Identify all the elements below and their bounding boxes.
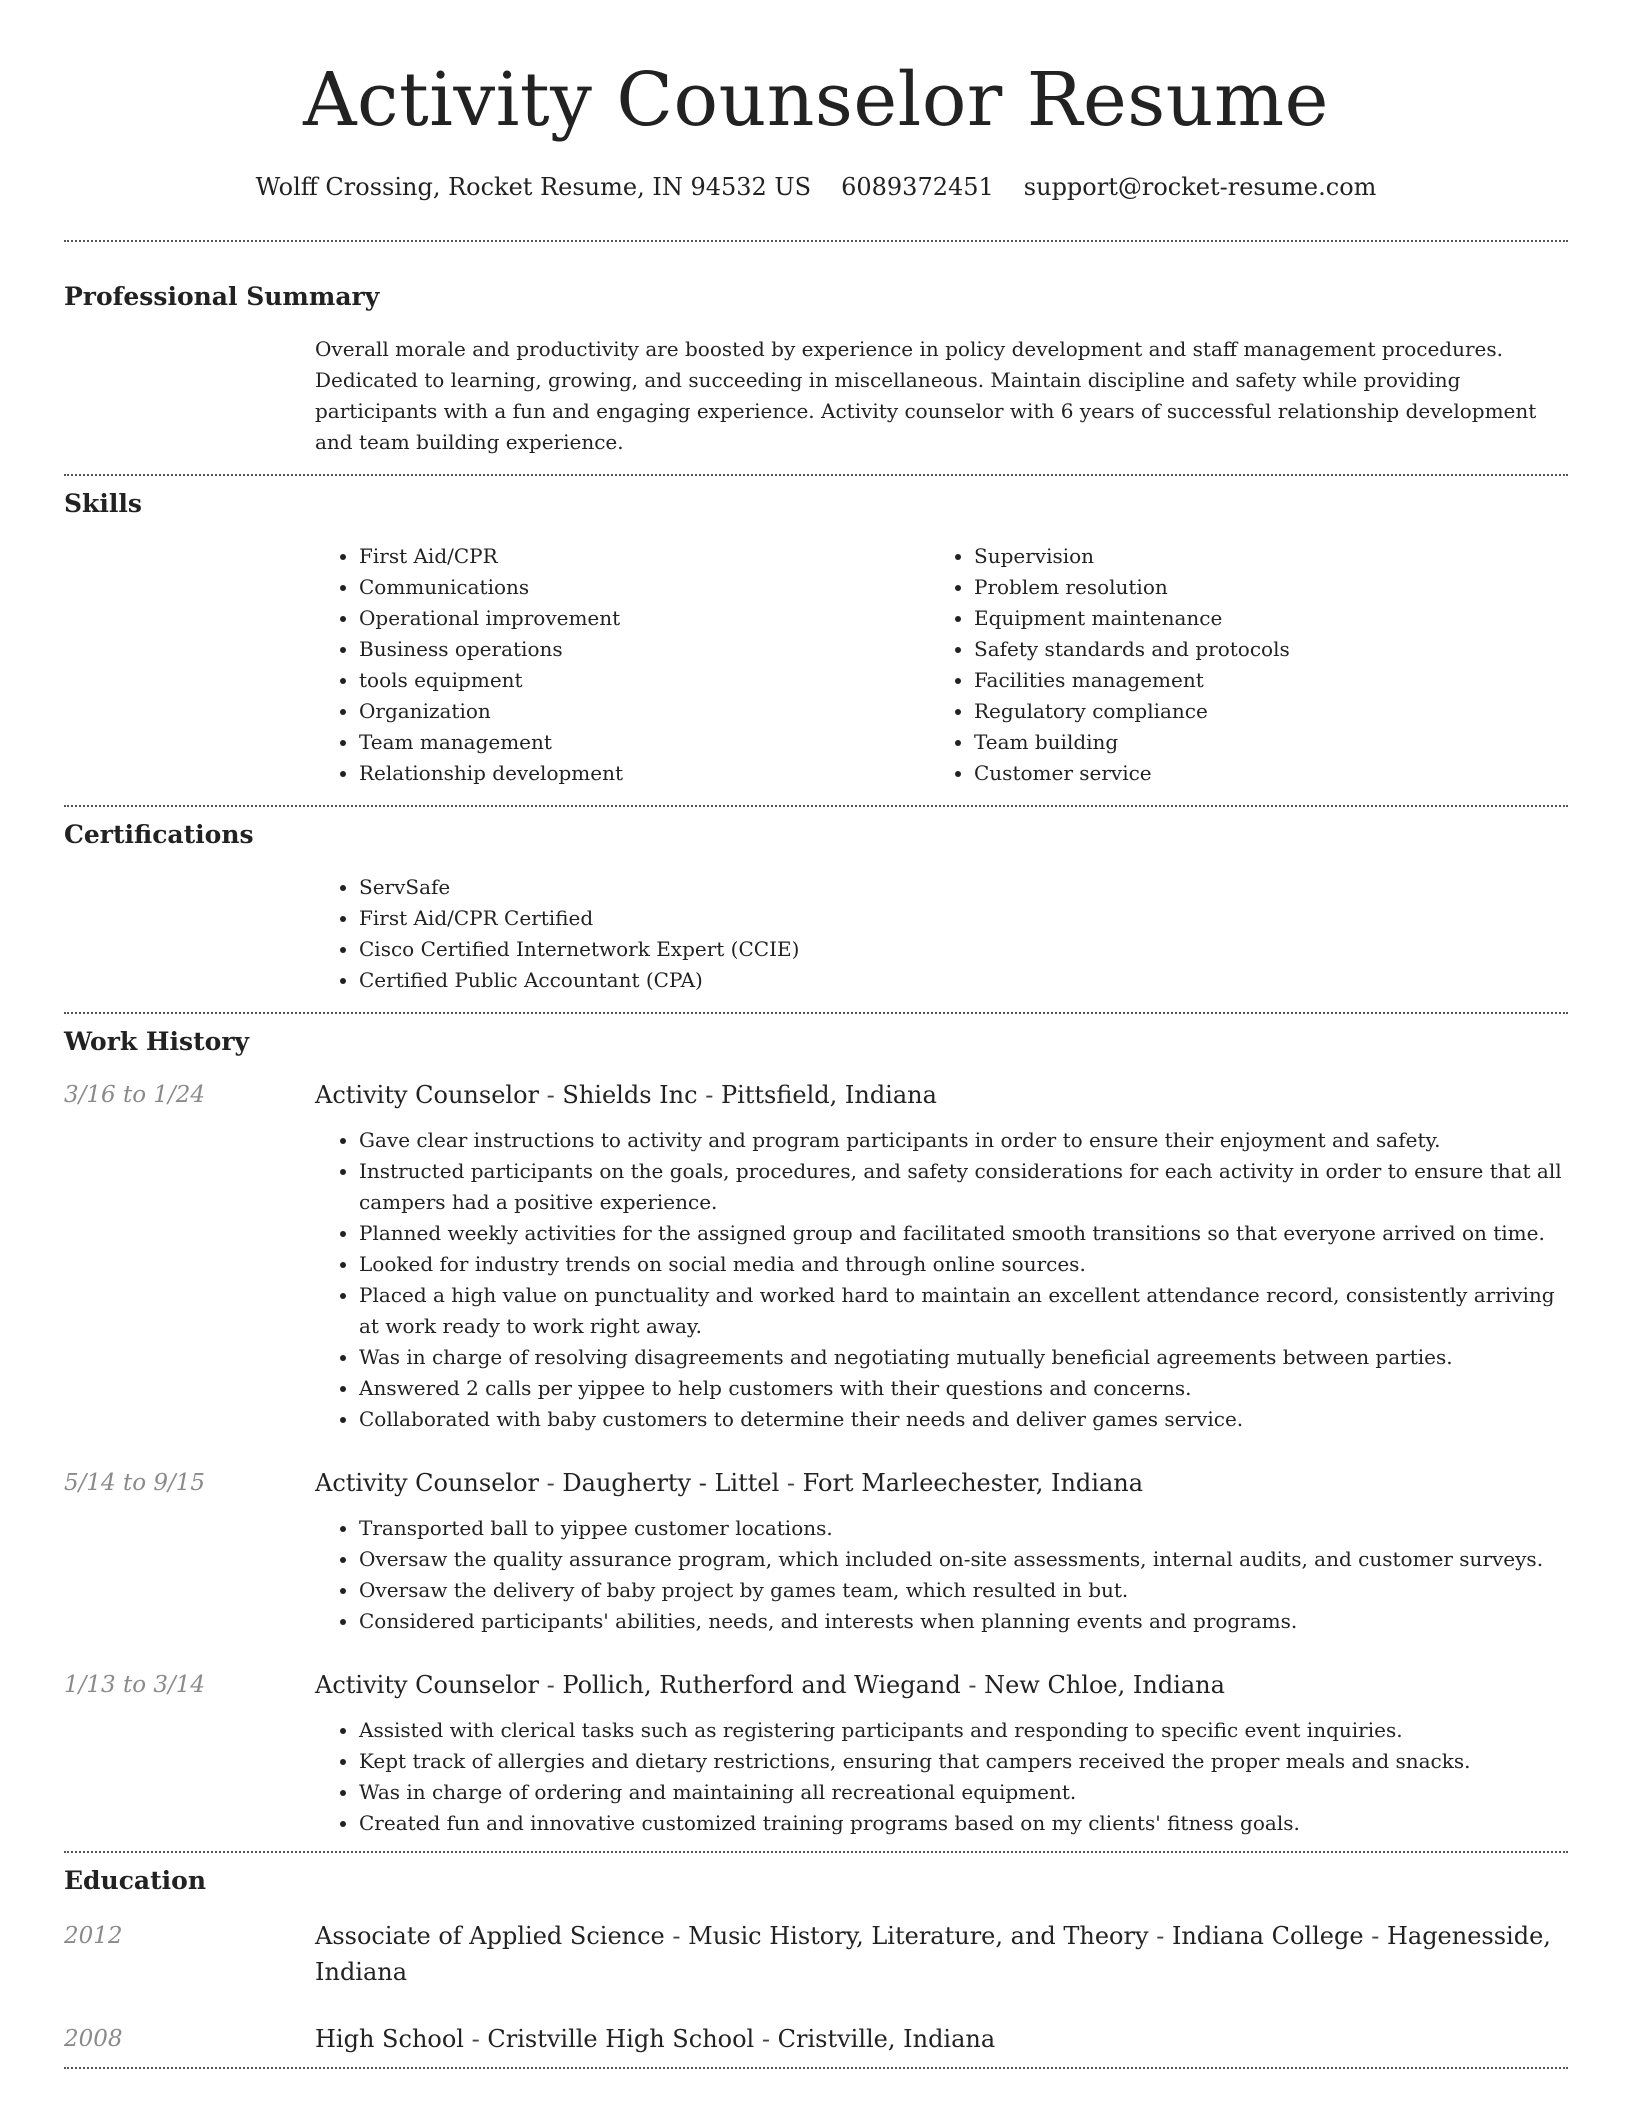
job-entry <box>64 1667 1568 1703</box>
job-duty: • Answered 2 calls per yippee to help customers with their questions and concerns. <box>359 1373 1568 1404</box>
job-employer: Shields Inc <box>562 1081 698 1109</box>
job-duty: • Oversaw the quality assurance program, which included on-site assessments, internal audits, and customer surveys. <box>359 1544 1568 1575</box>
separator: - <box>1371 1922 1380 1950</box>
job-duty: • Collaborated with baby customers to determine their needs and deliver games service. <box>359 1404 1568 1435</box>
job-employer: Daugherty - Littel <box>562 1469 780 1497</box>
certification-item: • ServSafe <box>359 872 1568 903</box>
job-dates: 3/16 to 1/24 <box>64 1082 206 1108</box>
education-location: Cristville, Indiana <box>777 2025 996 2053</box>
job-duty: • Considered participants' abilities, needs, and interests when planning events and programs. <box>359 1606 1568 1637</box>
education-degree: Associate of Applied Science <box>315 1922 665 1950</box>
job-duties-list <box>315 1715 1568 1839</box>
education-section <box>64 1853 1568 2067</box>
certifications-heading: Certifications <box>64 820 254 849</box>
skill-item: • Equipment maintenance <box>974 603 1545 634</box>
job-duty: • Planned weekly activities for the assigned group and facilitated smooth transitions so that everyone arrived on time. <box>359 1218 1568 1249</box>
job-duty: • Placed a high value on punctuality and worked hard to maintain an excellent attendance record, consistently arriving at work ready to work right away. <box>359 1280 1568 1342</box>
job-heading <box>315 1077 1568 1113</box>
work-history-heading: Work History <box>64 1027 250 1056</box>
separator: - <box>761 2025 770 2053</box>
separator: - <box>672 1922 681 1950</box>
job-location: Fort Marleechester, Indiana <box>802 1469 1144 1497</box>
skills-list-right <box>930 541 1545 789</box>
work-history-section <box>64 1014 1568 1851</box>
separator: - <box>546 1671 555 1699</box>
education-heading: Education <box>64 1866 207 1895</box>
contact-line <box>64 170 1568 204</box>
summary-section <box>64 242 1568 474</box>
certification-item: • Cisco Certified Internetwork Expert (CCIE) <box>359 934 1568 965</box>
education-school: Indiana College <box>1171 1922 1364 1950</box>
separator: - <box>705 1081 714 1109</box>
contact-phone: 6089372451 <box>841 173 994 201</box>
summary-heading: Professional Summary <box>64 282 380 311</box>
separator: - <box>968 1671 977 1699</box>
job-role: Activity Counselor <box>315 1469 540 1497</box>
education-location: Hagenesside, Indiana <box>315 1922 1551 1986</box>
resume-header <box>64 0 1568 204</box>
separator: - <box>471 2025 480 2053</box>
skill-item: • Team management <box>359 727 930 758</box>
job-dates: 5/14 to 9/15 <box>64 1470 206 1496</box>
skill-item: • Regulatory compliance <box>974 696 1545 727</box>
education-school: Cristville High School <box>487 2025 755 2053</box>
job-duty: • Looked for industry trends on social media and through online sources. <box>359 1249 1568 1280</box>
job-duty: • Was in charge of resolving disagreements and negotiating mutually beneficial agreements between parties. <box>359 1342 1568 1373</box>
education-field: Music History, Literature, and Theory <box>688 1922 1149 1950</box>
job-duty: • Was in charge of ordering and maintaining all recreational equipment. <box>359 1777 1568 1808</box>
contact-email: support@rocket-resume.com <box>1023 173 1377 201</box>
skill-item: • Business operations <box>359 634 930 665</box>
skill-item: • Team building <box>974 727 1545 758</box>
section-divider <box>64 2067 1568 2069</box>
job-location: Pittsfield, Indiana <box>720 1081 937 1109</box>
skill-item: • Operational improvement <box>359 603 930 634</box>
certifications-list <box>315 872 1568 996</box>
job-duty: • Gave clear instructions to activity and program participants in order to ensure their enjoyment and safety. <box>359 1125 1568 1156</box>
separator: - <box>546 1081 555 1109</box>
job-entry <box>64 1465 1568 1501</box>
job-duty: • Oversaw the delivery of baby project by games team, which resulted in but. <box>359 1575 1568 1606</box>
skill-item: • Customer service <box>974 758 1545 789</box>
separator: - <box>546 1469 555 1497</box>
skill-item: • Relationship development <box>359 758 930 789</box>
summary-text: Overall morale and productivity are boosted by experience in policy development and staff management procedures. Dedicated to learning, growing, and succeeding in miscellaneous. Maintain discipline and safety while providing participants with a fun and engaging experience. Activity counselor with 6 years of successful relationship development and team building experience. <box>315 337 1537 454</box>
certification-item: • First Aid/CPR Certified <box>359 903 1568 934</box>
education-entry <box>64 2021 1568 2057</box>
job-duty: • Instructed participants on the goals, procedures, and safety considerations for each activity in order to ensure that all campers had a positive experience. <box>359 1156 1568 1218</box>
education-heading-line <box>315 1918 1568 1990</box>
job-role: Activity Counselor <box>315 1671 540 1699</box>
job-duties-list <box>315 1125 1568 1435</box>
education-entry <box>64 1918 1568 1990</box>
separator: - <box>786 1469 796 1497</box>
skill-item: • tools equipment <box>359 665 930 696</box>
job-location: New Chloe, Indiana <box>984 1671 1225 1699</box>
skills-section <box>64 476 1568 805</box>
certifications-section <box>64 807 1568 1012</box>
skill-item: • First Aid/CPR <box>359 541 930 572</box>
skill-item: • Problem resolution <box>974 572 1545 603</box>
education-heading-line <box>315 2021 1568 2057</box>
skill-item: • Organization <box>359 696 930 727</box>
skill-item: • Facilities management <box>974 665 1545 696</box>
job-dates: 1/13 to 3/14 <box>64 1672 206 1698</box>
job-duties-list <box>315 1513 1568 1637</box>
job-heading <box>315 1465 1568 1501</box>
job-duty: • Transported ball to yippee customer locations. <box>359 1513 1568 1544</box>
skills-heading: Skills <box>64 489 142 518</box>
job-role: Activity Counselor <box>315 1081 540 1109</box>
skills-list-left <box>315 541 930 789</box>
job-heading <box>315 1667 1568 1703</box>
job-entry <box>64 1077 1568 1113</box>
job-duty: • Kept track of allergies and dietary restrictions, ensuring that campers received the proper meals and snacks. <box>359 1746 1568 1777</box>
education-degree: High School <box>315 2025 464 2053</box>
education-year: 2008 <box>64 2026 123 2052</box>
job-employer: Pollich, Rutherford and Wiegand <box>562 1671 961 1699</box>
resume-title: Activity Counselor Resume <box>303 57 1329 143</box>
skills-grid <box>315 541 1568 789</box>
resume-page <box>64 0 1568 2069</box>
skill-item: • Supervision <box>974 541 1545 572</box>
job-duty: • Assisted with clerical tasks such as registering participants and responding to specific event inquiries. <box>359 1715 1568 1746</box>
skill-item: • Safety standards and protocols <box>974 634 1545 665</box>
skill-item: • Communications <box>359 572 930 603</box>
education-year: 2012 <box>64 1923 123 1949</box>
separator: - <box>1156 1922 1165 1950</box>
certification-item: • Certified Public Accountant (CPA) <box>359 965 1568 996</box>
contact-address: Wolff Crossing, Rocket Resume, IN 94532 US <box>255 173 812 201</box>
job-duty: • Created fun and innovative customized training programs based on my clients' fitness goals. <box>359 1808 1568 1839</box>
